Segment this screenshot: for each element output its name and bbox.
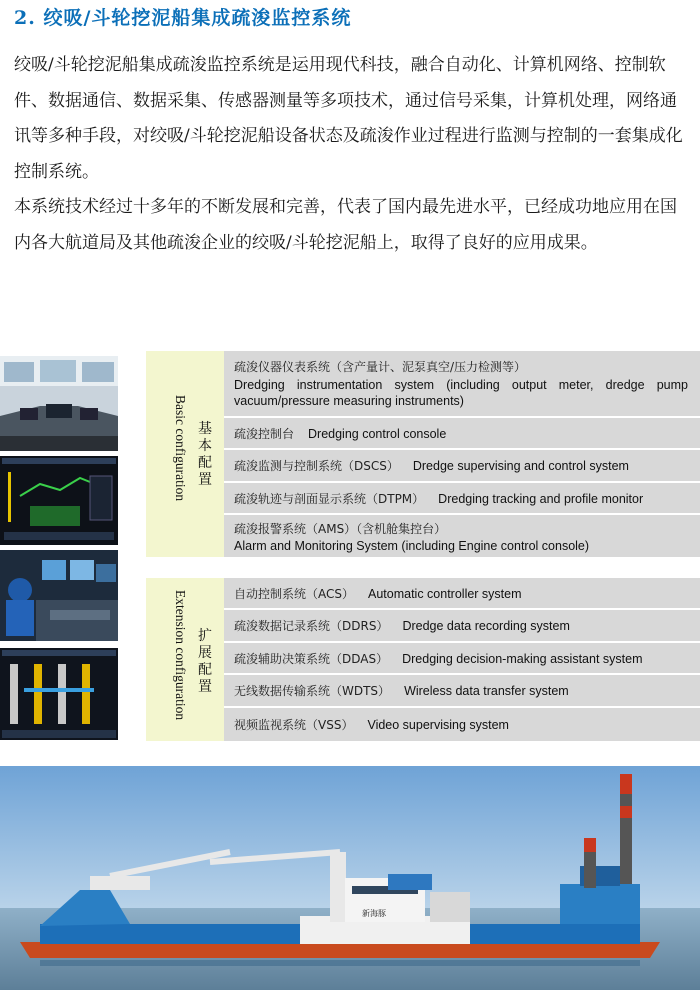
basic-label-en: Basic configuration [173,395,188,502]
basic-label-cn: 基本配置 [198,421,212,488]
item-cn: 自动控制系统（ACS） [234,586,354,601]
intro-text [14,48,690,261]
item-en: Wireless data transfer system [404,684,569,698]
item-en: Automatic controller system [368,586,522,601]
extension-item-ddrs [224,610,700,643]
control-room-photo [0,356,118,451]
basic-configuration-panel [146,351,700,557]
basic-item-dscs [224,450,700,483]
item-en: Video supervising system [367,718,509,732]
item-cn: 疏浚辅助决策系统（DDAS） [234,651,389,666]
item-cn: 疏浚控制台 [234,426,295,441]
basic-item-instrumentation [224,351,700,418]
item-en: Dredge data recording system [402,619,570,633]
item-cn: 疏浚报警系统（AMS）（含机舱集控台） [234,521,447,536]
item-en: Alarm and Monitoring System (including Engine control console) [234,538,590,553]
item-en: Dredging tracking and profile monitor [438,491,644,506]
item-cn: 无线数据传输系统（WDTS） [234,684,391,698]
item-en: Dredging decision-making assistant system [402,651,643,666]
operator-console-photo [0,550,118,641]
extension-item-vss [224,708,700,741]
extension-configuration-panel [146,578,700,741]
extension-item-wdts [224,675,700,708]
monitoring-screen-photo-2 [0,648,118,740]
basic-item-dtpm [224,483,700,515]
extension-item-ddas [224,643,700,675]
item-en: Dredging control console [308,426,447,441]
section-heading: 2. 绞吸/斗轮挖泥船集成疏浚监控系统 [14,7,352,29]
item-cn: 疏浚数据记录系统（DDRS） [234,619,389,633]
item-cn: 疏浚监测与控制系统（DSCS） [234,459,399,473]
item-en: Dredging instrumentation system (including output meter, dredge pump vacuum/pressure measuring instruments) [234,378,688,408]
ship-name-label: 新海豚 [362,909,386,918]
dredger-ship-photo [0,766,700,990]
basic-configuration-label [146,351,224,557]
basic-items-list [224,351,700,557]
extension-configuration-label [146,578,224,741]
extension-items-list [224,578,700,741]
extension-label-cn: 扩展配置 [198,628,212,695]
intro-paragraph-2: 本系统技术经过十多年的不断发展和完善，代表了国内最先进水平，已经成功地应用在国内各大航道局及其他疏浚企业的绞吸/斗轮挖泥船上，取得了良好的应用成果。 [14,197,677,253]
intro-paragraph-1: 绞吸/斗轮挖泥船集成疏浚监控系统是运用现代科技，融合自动化、计算机网络、控制软件、数据通信、数据采集、传感器测量等多项技术，通过信号采集，计算机处理，网络通讯等多种手段，对绞吸/斗轮挖泥船设备状态及疏浚作业过程进行监测与控制的一套集成化控制系统。 [14,55,683,182]
item-en: Dredge supervising and control system [412,459,629,473]
item-cn: 疏浚仪器仪表系统（含产量计、泥泵真空/压力检测等） [234,360,527,374]
extension-label-en: Extension configuration [173,590,188,721]
item-cn: 疏浚轨迹与剖面显示系统（DTPM） [234,491,425,506]
item-cn: 视频监视系统（VSS） [234,718,354,732]
monitoring-screen-photo-1 [0,456,118,545]
basic-item-control-console [224,418,700,450]
basic-item-ams [224,515,700,557]
extension-item-acs [224,578,700,610]
